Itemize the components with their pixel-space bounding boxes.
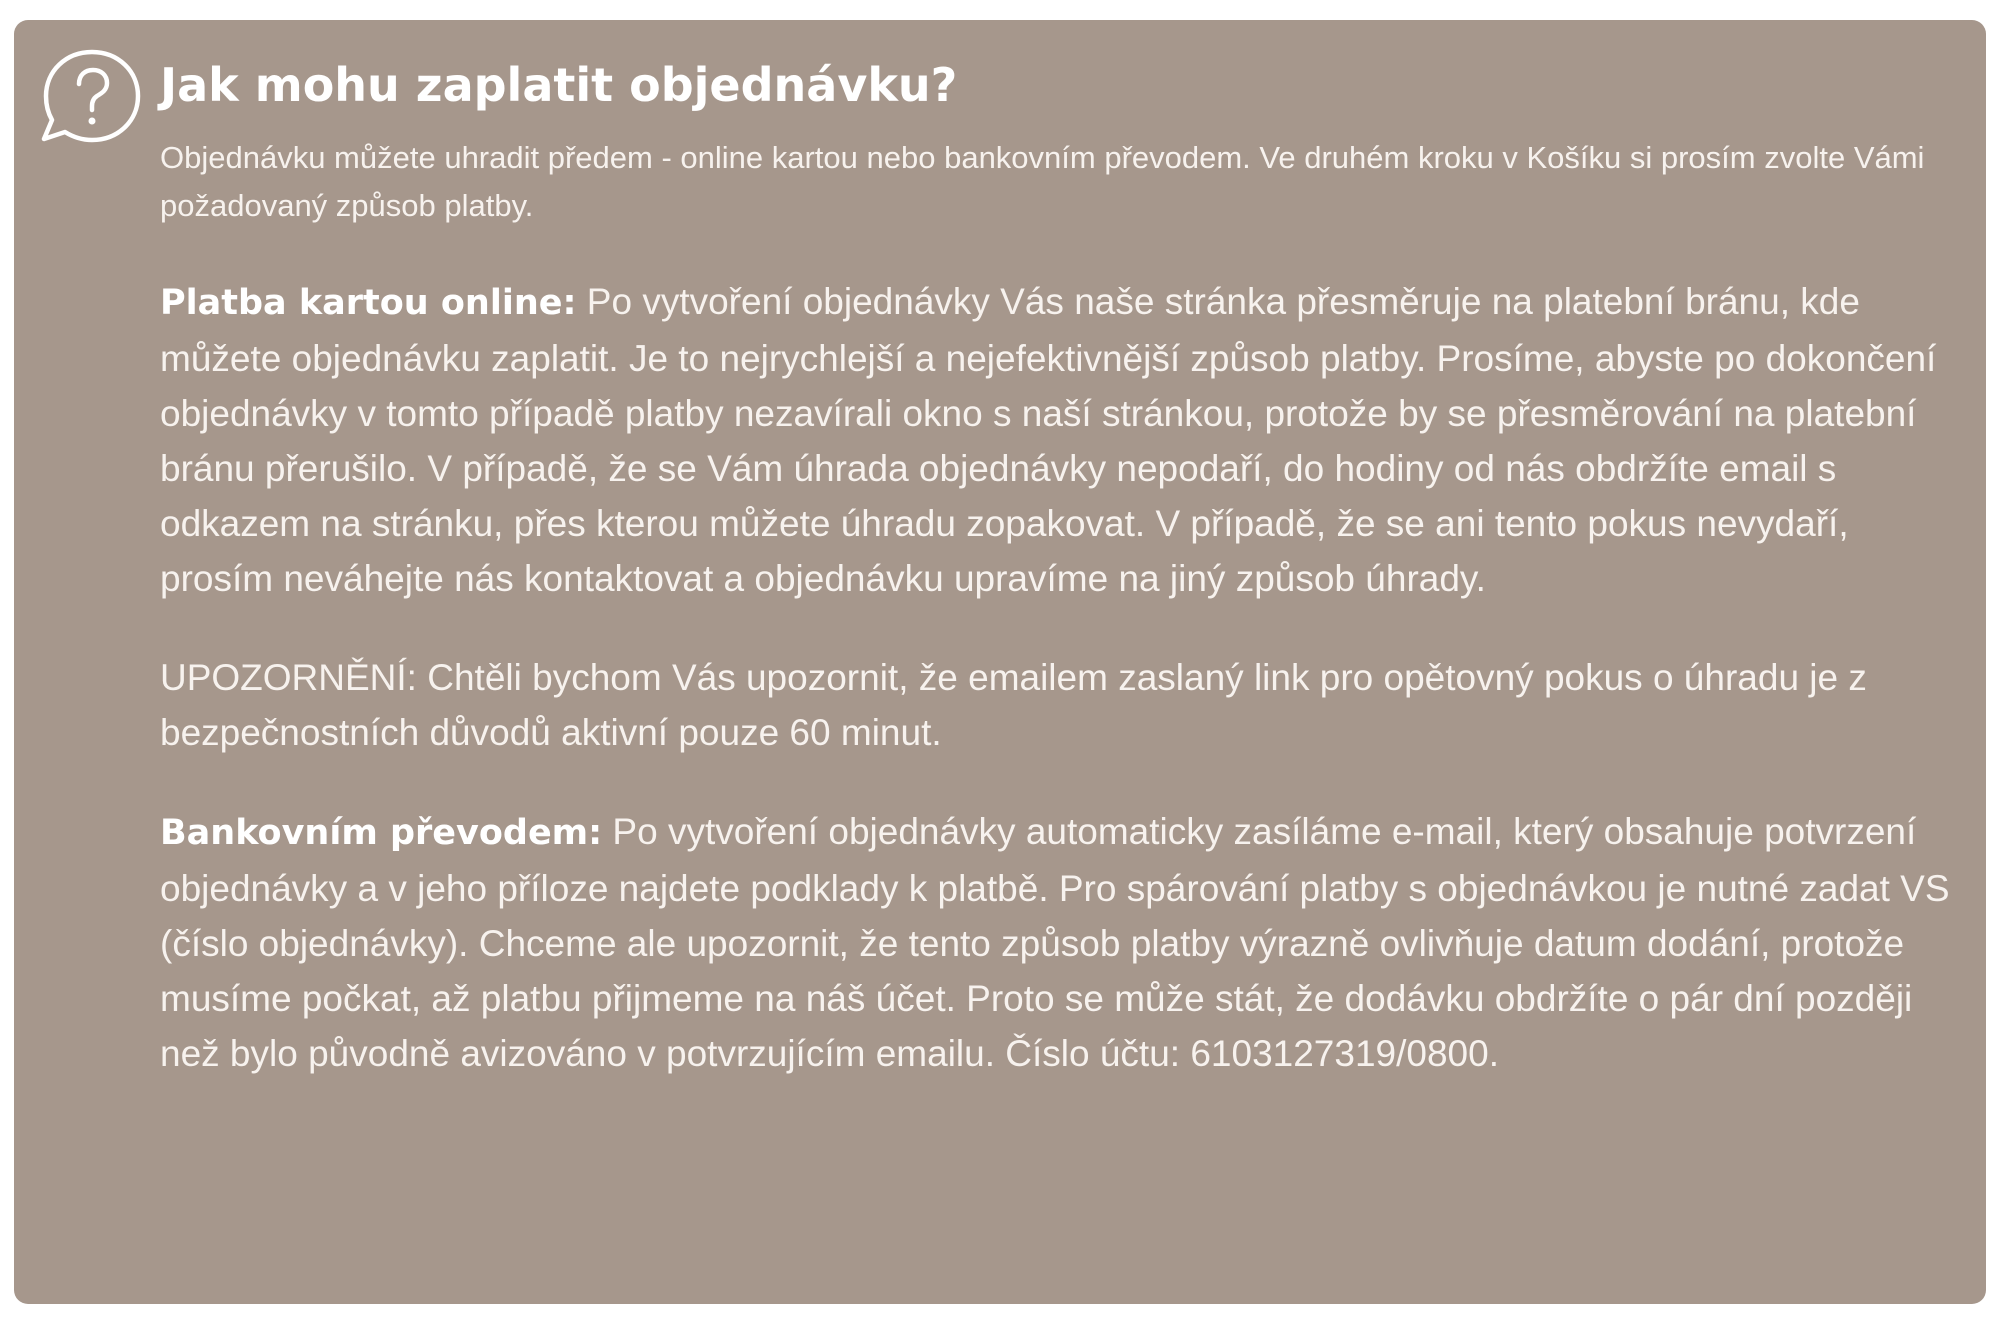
faq-intro: Objednávku můžete uhradit předem - online kartou nebo bankovním převodem. Ve druhém kroku v Košíku si prosím zvolte Vámi požadovaný způsob platby. <box>160 140 1925 223</box>
faq-content <box>160 52 1950 1081</box>
card-payment-text: Po vytvoření objednávky Vás naše stránka přesměruje na platební bránu, kde můžete objednávku zaplatit. Je to nejrychlejší a nejefektivnější způsob platby. Prosíme, abyste po dokončení objednávky v tomto případě platby nezavírali okno s naší stránkou, protože by se přesměrování na platební bránu přerušilo. V případě, že se Vám úhrada objednávky nepodaří, do hodiny od nás obdržíte email s odkazem na stránku, přes kterou můžete úhradu zopakovat. V případě, že se ani tento pokus nevydaří, prosím neváhejte nás kontaktovat a objednávku upravíme na jiný způsob úhrady. <box>160 281 1937 599</box>
warning-paragraph: UPOZORNĚNÍ: Chtěli bychom Vás upozornit, že emailem zaslaný link pro opětovný pokus o úhradu je z bezpečnostních důvodů aktivní pouze 60 minut. <box>160 657 1867 753</box>
bank-transfer-paragraph <box>160 804 1950 1081</box>
question-bubble-icon <box>32 40 152 160</box>
bank-transfer-text: Po vytvoření objednávky automaticky zasíláme e-mail, který obsahuje potvrzení objednávky a v jeho příloze najdete podklady k platbě. Pro spárování platby s objednávkou je nutné zadat VS (číslo objednávky). Chceme ale upozornit, že tento způsob platby výrazně ovlivňuje datum dodání, protože musíme počkat, až platbu přijmeme na náš účet. Proto se může stát, že dodávku obdržíte o pár dní později než bylo původně avizováno v potvrzujícím emailu. Číslo účtu: 6103127319/0800. <box>160 811 1950 1074</box>
card-payment-paragraph <box>160 274 1950 606</box>
faq-title: Jak mohu zaplatit objednávku? <box>160 58 958 112</box>
faq-card <box>14 20 1986 1304</box>
bank-transfer-label: Bankovním převodem: <box>160 813 603 853</box>
card-payment-label: Platba kartou online: <box>160 283 577 323</box>
